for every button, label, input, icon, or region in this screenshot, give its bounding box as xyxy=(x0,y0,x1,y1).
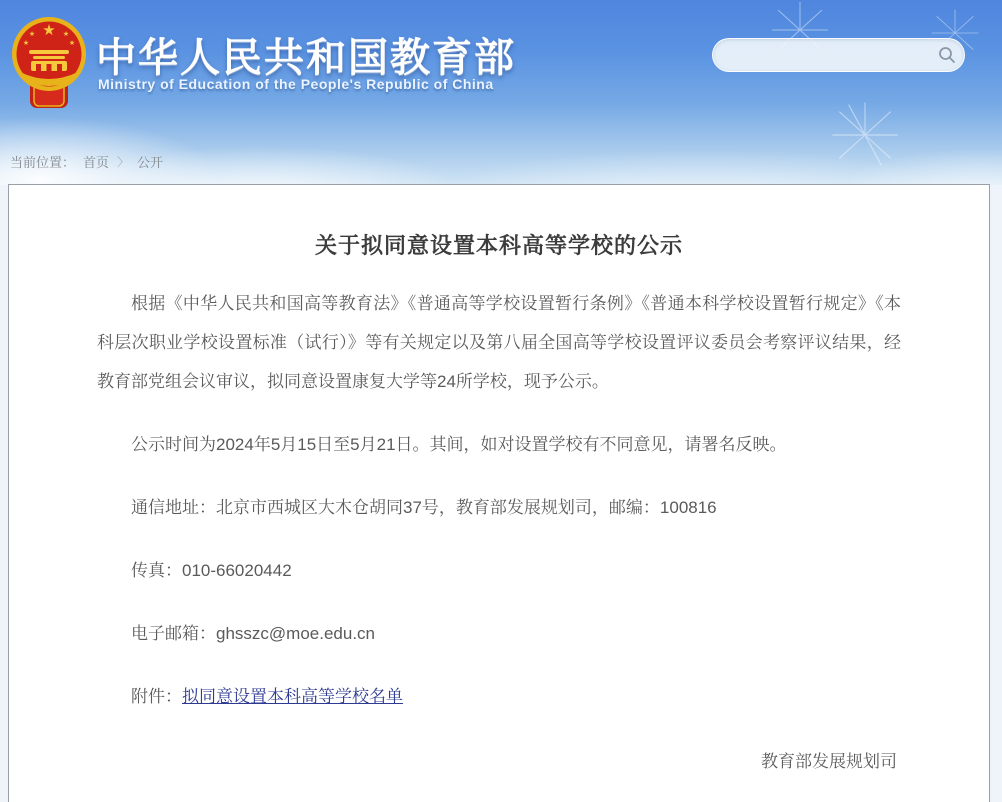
china-national-emblem-icon xyxy=(10,14,88,112)
paragraph-basis: 根据《中华人民共和国高等教育法》《普通高等学校设置暂行条例》《普通本科学校设置暂行规定》《本科层次职业学校设置标准（试行）》等有关规定以及第八届全国高等学校设置评议委员会考察评议结果，经教育部党组会议审议，拟同意设置康复大学等24所学校，现予公示。 xyxy=(97,294,901,391)
svg-text:★: ★ xyxy=(28,31,36,38)
breadcrumb-separator: 〉 xyxy=(117,154,130,169)
site-title: 中华人民共和国教育部 xyxy=(96,36,516,80)
svg-text:★: ★ xyxy=(68,40,76,47)
paragraph-email: 电子邮箱：ghsszc@moe.edu.cn xyxy=(131,624,376,643)
attachment-link[interactable]: 拟同意设置本科高等学校名单 xyxy=(182,687,403,706)
signature: 教育部发展规划司 xyxy=(761,752,897,771)
search-button[interactable] xyxy=(930,38,964,72)
dandelion-decoration-icon xyxy=(830,100,900,170)
paragraph-fax: 传真：010-66020442 xyxy=(131,561,292,580)
breadcrumb-prefix: 当前位置： xyxy=(10,154,76,170)
search-icon xyxy=(937,45,957,65)
breadcrumb-item-home[interactable]: 首页 xyxy=(83,154,110,170)
breadcrumb xyxy=(10,150,163,172)
paragraph-public-period: 公示时间为2024年5月15日至5月21日。其间，如对设置学校有不同意见，请署名反映。 xyxy=(131,435,787,454)
site-subtitle: Ministry of Education of the People's Republic of China xyxy=(98,76,494,92)
svg-text:★: ★ xyxy=(62,31,70,38)
article-body xyxy=(97,284,901,781)
emblem-star-big: ★ xyxy=(42,22,56,39)
article-title: 关于拟同意设置本科高等学校的公示 xyxy=(314,233,683,258)
article-card xyxy=(8,184,990,802)
breadcrumb-item-public[interactable]: 公开 xyxy=(137,154,164,170)
paragraph-mail-address: 通信地址：北京市西城区大木仓胡同37号，教育部发展规划司，邮编：100816 xyxy=(131,498,717,517)
attachment-line xyxy=(97,677,901,716)
site-header xyxy=(0,0,1002,185)
attachment-label: 附件： xyxy=(131,687,182,706)
search-bar[interactable] xyxy=(712,38,965,72)
svg-text:★: ★ xyxy=(22,40,30,47)
search-input[interactable] xyxy=(713,39,930,71)
